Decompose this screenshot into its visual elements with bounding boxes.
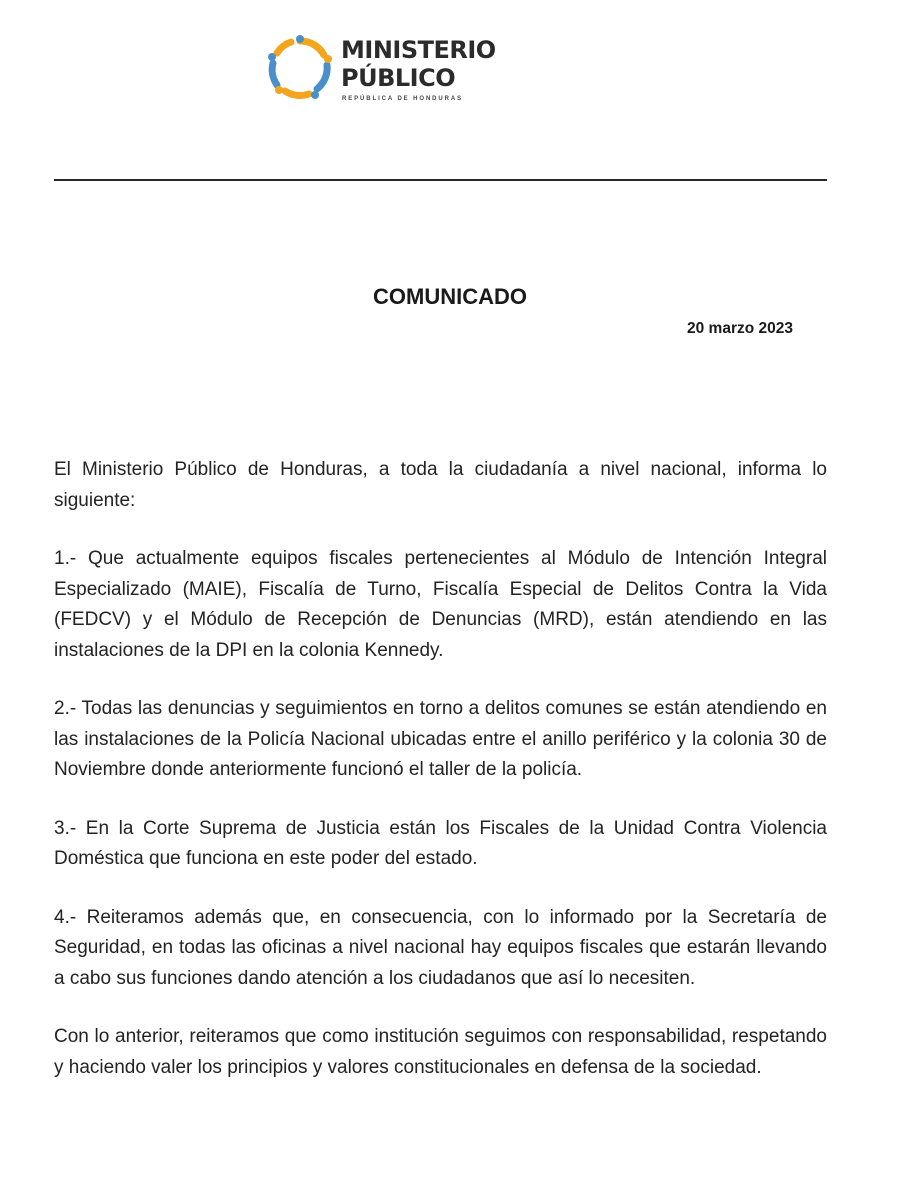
intro-paragraph: El Ministerio Público de Honduras, a toda la ciudadanía a nivel nacional, informa lo siguiente:	[54, 459, 827, 511]
closing-paragraph: Con lo anterior, reiteramos que como institución seguimos con responsabilidad, respetando y haciendo valer los principios y valores constitucionales en defensa de la sociedad.	[54, 1026, 827, 1078]
brand-subtitle: REPÚBLICA DE HONDURAS	[342, 96, 464, 102]
point-2-paragraph: 2.- Todas las denuncias y seguimientos en torno a delitos comunes se están atendiendo en las instalaciones de la Policía Nacional ubicadas entre el anillo periférico y la colonia 30 de Noviembre donde anteriormente funcionó el taller de la policía.	[54, 698, 827, 780]
people-circle-logo-icon	[265, 33, 335, 103]
brand-name-line1: MINISTERIO	[341, 36, 496, 64]
brand-name-line2: PÚBLICO	[341, 64, 456, 92]
letterhead	[265, 30, 505, 110]
header-divider	[54, 179, 827, 181]
document-date: 20 marzo 2023	[687, 320, 793, 337]
document-title: COMUNICADO	[373, 284, 527, 309]
point-1-paragraph: 1.- Que actualmente equipos fiscales pertenecientes al Módulo de Intención Integral Especializado (MAIE), Fiscalía de Turno, Fiscalía Especial de Delitos Contra la Vida (FEDCV) y el Módulo de Recepción de Denuncias (MRD), están atendiendo en las instalaciones de la DPI en la colonia Kennedy.	[54, 548, 827, 661]
document-body	[54, 455, 827, 1111]
point-3-paragraph: 3.- En la Corte Suprema de Justicia están los Fiscales de la Unidad Contra Violencia Doméstica que funciona en este poder del estado.	[54, 817, 827, 869]
point-4-paragraph: 4.- Reiteramos además que, en consecuencia, con lo informado por la Secretaría de Seguridad, en todas las oficinas a nivel nacional hay equipos fiscales que estarán llevando a cabo sus funciones dando atención a los ciudadanos que así lo necesiten.	[54, 906, 827, 989]
